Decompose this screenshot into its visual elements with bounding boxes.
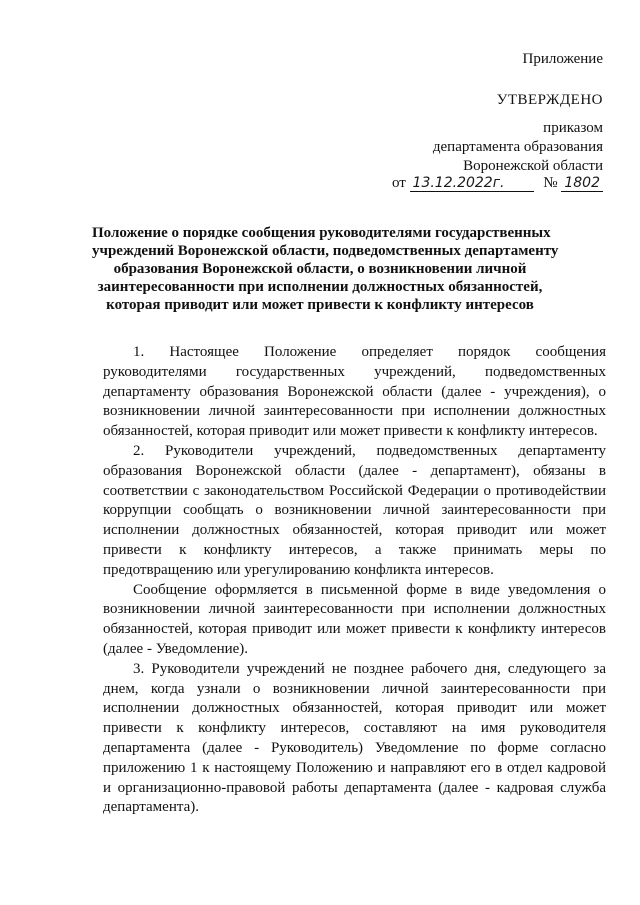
text-line: 1. Настоящее Положение определяет порядок сообщения — [133, 344, 606, 360]
text-line: возникновении личной заинтересованности при исполнении должностных — [103, 403, 606, 420]
text-line: обязанностей, которая приводит или может привести к конфликту интересов — [103, 621, 606, 638]
date-prefix: от — [391, 175, 406, 191]
paragraph-1 — [103, 343, 606, 442]
text-line: привести к конфликту интересов, составляют на имя руководителя — [103, 720, 606, 737]
text-line: предотвращению или урегулированию конфликта интересов. — [103, 561, 494, 578]
text-line: исполнении должностных обязанностей, которая приводит или может — [103, 522, 606, 539]
text-line: привести к конфликту интересов, а также принимать меры по — [103, 541, 606, 558]
text-line: (далее - Уведомление). — [103, 640, 249, 657]
number-prefix: № — [543, 175, 558, 191]
title-line: которая приводит или может привести к конфликту интересов — [106, 297, 534, 313]
text-line: департамента). — [103, 799, 199, 816]
text-line: возникновении личной заинтересованности при исполнении должностных — [103, 601, 606, 618]
text-line: обязанностей, которая приводит или может привести к конфликту интересов. — [103, 423, 598, 440]
title-line: образования Воронежской области, о возникновении личной — [113, 261, 527, 277]
text-line: соответствии с законодательством Российской Федерации о противодействии — [103, 482, 606, 499]
appendix-label: Приложение — [522, 51, 603, 67]
text-line: днем, когда узнали о возникновении личной заинтересованности при — [103, 680, 606, 697]
order-number: 1802 — [561, 175, 603, 192]
text-line: 2. Руководители учреждений, подведомственных департаменту — [133, 442, 606, 459]
text-line: 3. Руководители учреждений не позднее рабочего дня, следующего за — [133, 660, 606, 677]
text-line: департамента (далее - Руководитель) Уведомление по форме согласно — [103, 739, 606, 756]
paragraph-2 — [103, 442, 606, 581]
order-line-2: департамента образования — [432, 139, 603, 155]
document-title — [92, 224, 559, 314]
paragraph-3 — [103, 581, 606, 660]
approved-label: УТВЕРЖДЕНО — [496, 92, 603, 108]
title-line: учреждений Воронежской области, подведомственных департаменту — [92, 243, 559, 259]
order-date-number — [392, 174, 603, 192]
document-body — [103, 343, 606, 818]
text-line: исполнении должностных обязанностей, которая приводит или может — [103, 700, 606, 717]
text-line: коррупции сообщать о возникновении личной заинтересованности при — [103, 502, 606, 519]
text-line: и организационно-правовой работы департамента (далее - кадровая служба — [103, 779, 606, 796]
order-line-1: приказом — [543, 120, 603, 136]
text-line: приложению 1 к настоящему Положению и направляют его в отдел кадровой — [103, 759, 606, 776]
paragraph-4 — [103, 660, 606, 818]
title-line: заинтересованности при исполнении должностных обязанностей, — [97, 279, 543, 295]
text-line: департаменту образования Воронежской области (далее - учреждения), о — [103, 383, 606, 400]
order-date: 13.12.2022г. — [410, 175, 534, 192]
text-line: Сообщение оформляется в письменной форме в виде уведомления о — [133, 581, 606, 598]
text-line: руководителями государственных учреждений, подведомственных — [103, 363, 606, 380]
text-line: образования Воронежской области (далее - департамент), обязаны в — [103, 462, 606, 479]
title-line: Положение о порядке сообщения руководителями государственных — [92, 225, 551, 241]
order-line-3: Воронежской области — [463, 158, 603, 174]
